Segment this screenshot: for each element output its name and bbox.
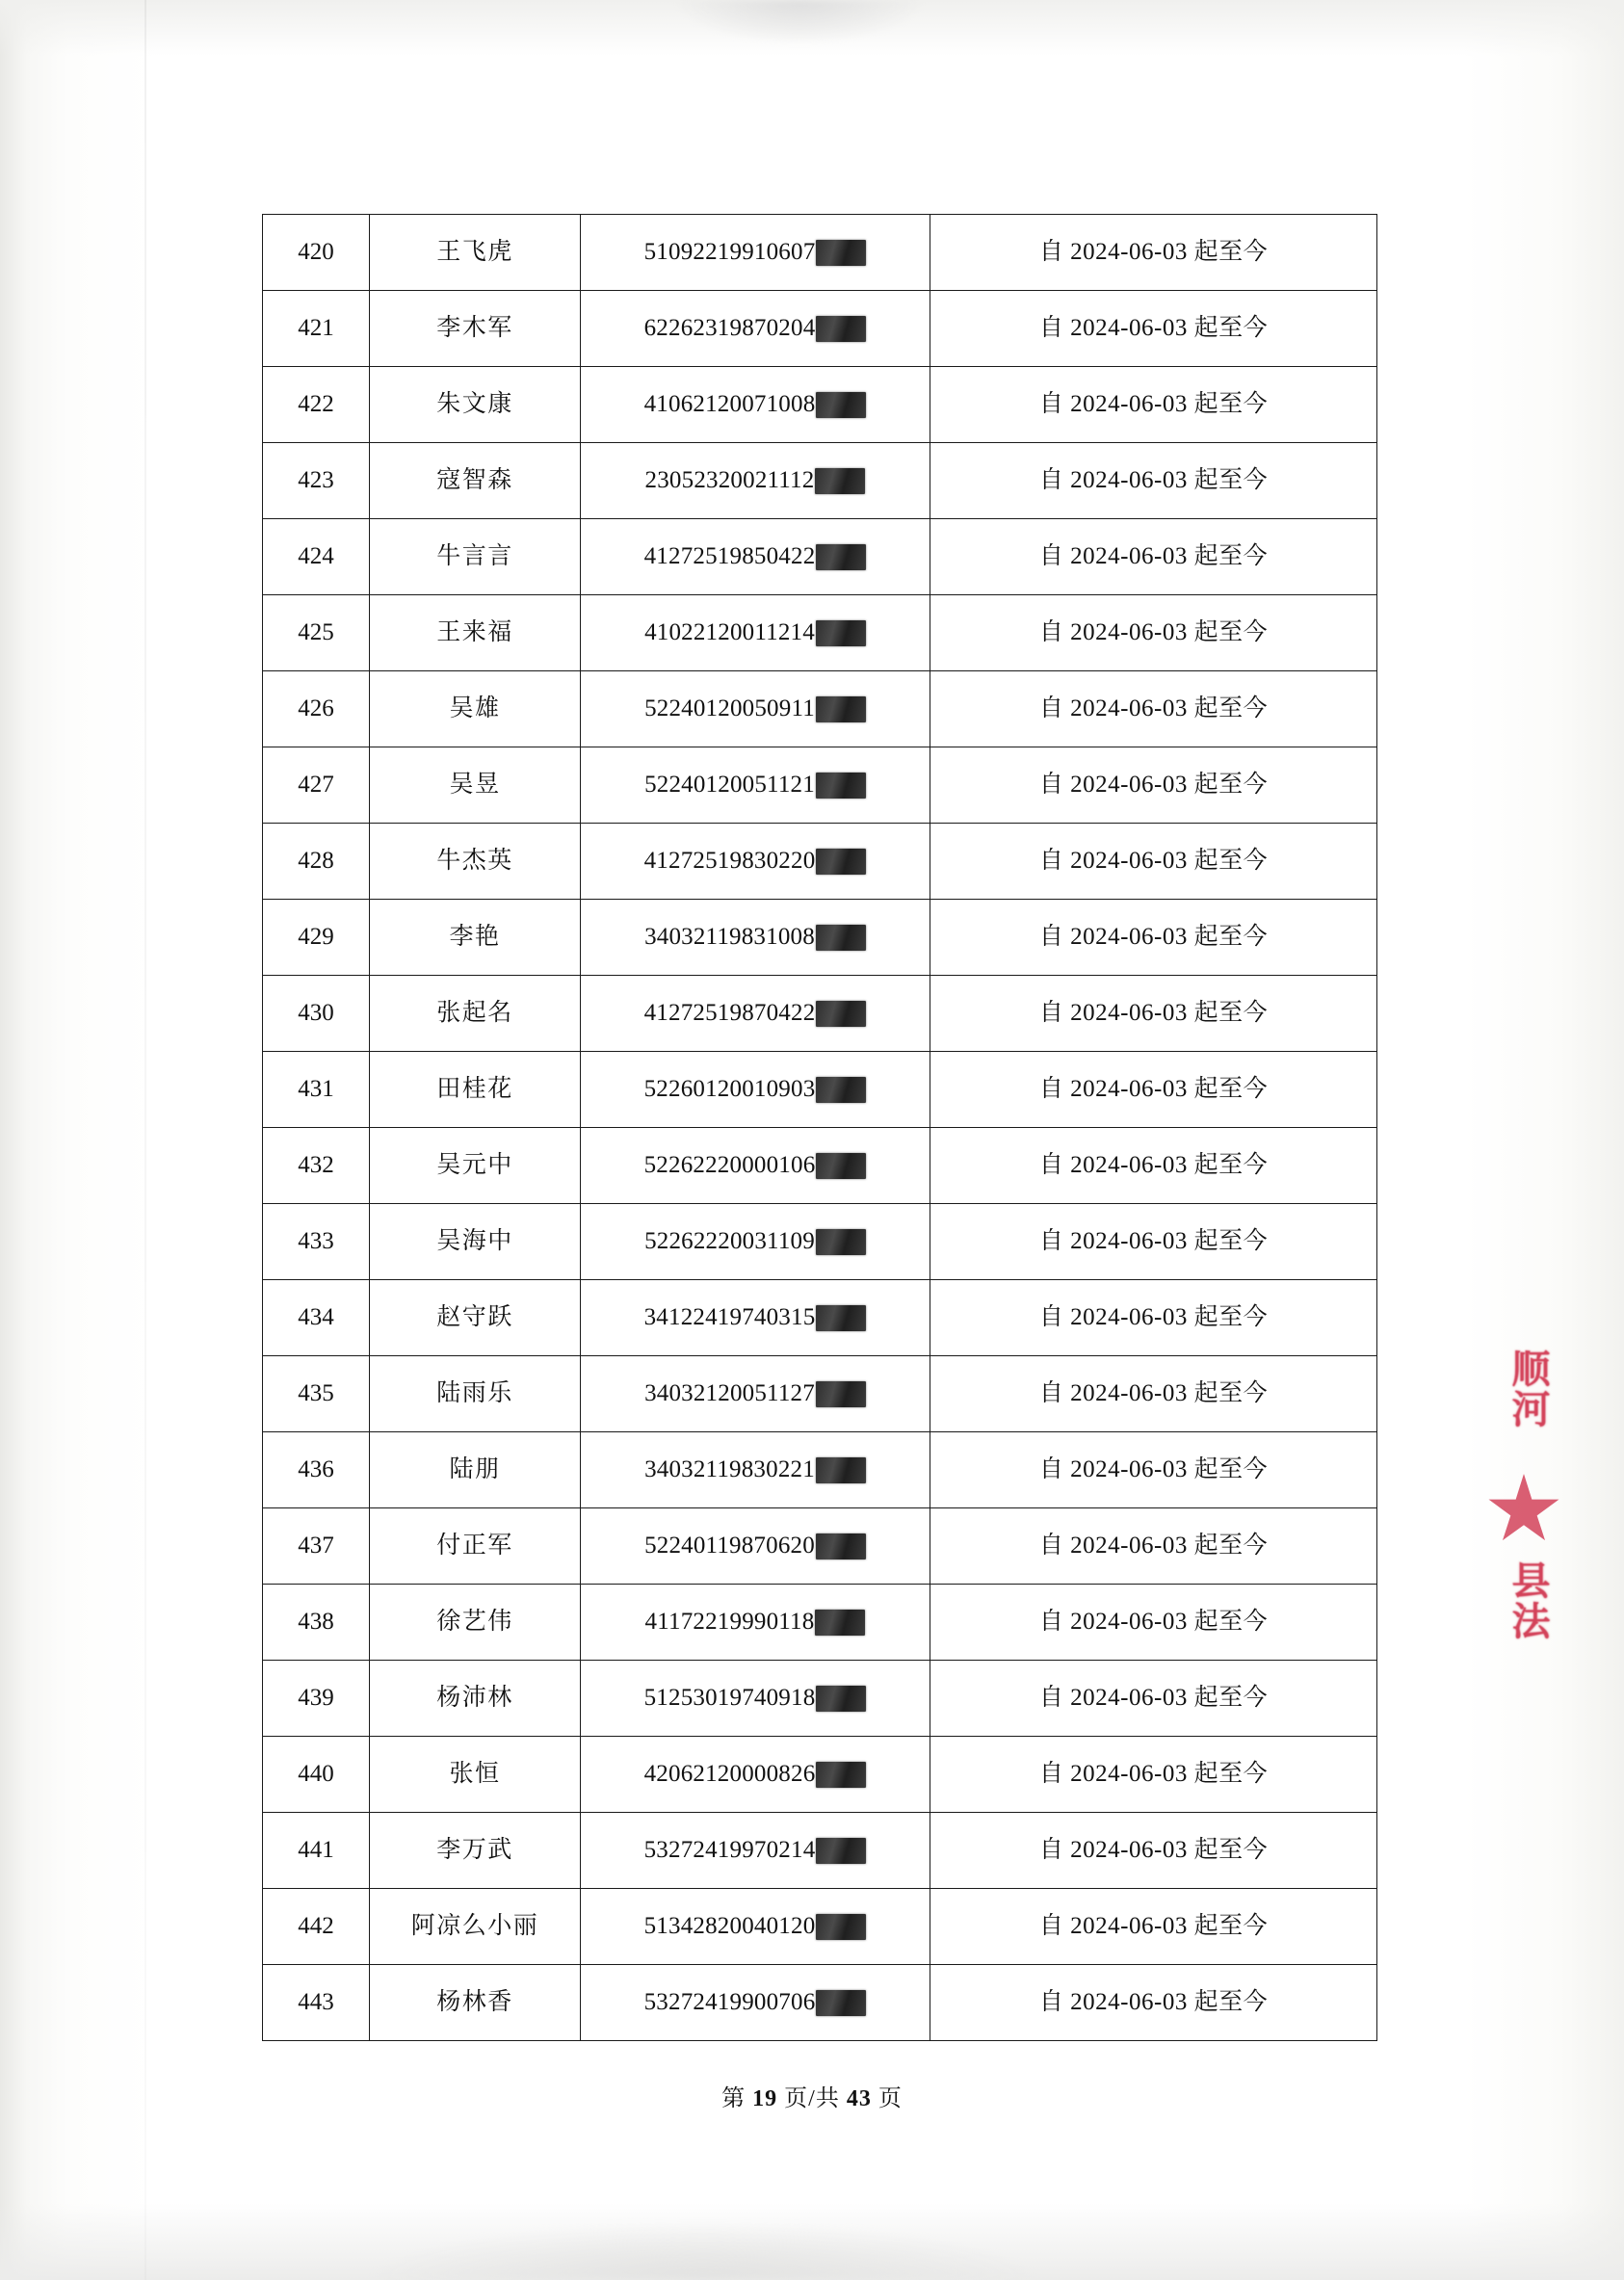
table-row	[263, 443, 1377, 519]
row-id-number	[581, 519, 930, 595]
row-period	[930, 747, 1377, 824]
row-index: 438	[263, 1585, 370, 1661]
period-text: 自 2024-06-03 起至今	[1038, 1228, 1269, 1254]
footer-prefix: 第	[721, 2086, 747, 2111]
period-text: 自 2024-06-03 起至今	[1038, 1304, 1269, 1330]
page-fold-line	[144, 0, 146, 2280]
row-index: 435	[263, 1356, 370, 1432]
period-text: 自 2024-06-03 起至今	[1038, 315, 1269, 341]
row-id-number	[581, 1585, 930, 1661]
id-number-digits: 52240120050911	[644, 695, 815, 721]
id-number-digits: 41022120011214	[644, 619, 815, 645]
row-name: 陆雨乐	[370, 1356, 581, 1432]
row-index: 423	[263, 443, 370, 519]
row-name: 吴昱	[370, 747, 581, 824]
period-text: 自 2024-06-03 起至今	[1038, 1076, 1269, 1102]
row-id-number	[581, 747, 930, 824]
id-number-wrapper	[581, 466, 930, 495]
row-id-number	[581, 1356, 930, 1432]
row-index: 430	[263, 976, 370, 1052]
row-name: 田桂花	[370, 1052, 581, 1128]
table-row	[263, 671, 1377, 747]
table-row	[263, 1280, 1377, 1356]
table-row	[263, 1661, 1377, 1737]
redaction-block	[816, 925, 866, 951]
redaction-block	[815, 468, 865, 494]
redaction-block	[816, 316, 866, 342]
row-index: 443	[263, 1965, 370, 2041]
redaction-block	[816, 392, 866, 418]
official-seal-stamp	[1481, 1339, 1624, 1686]
row-index: 428	[263, 824, 370, 900]
table-row	[263, 1204, 1377, 1280]
table-row	[263, 824, 1377, 900]
row-index: 434	[263, 1280, 370, 1356]
redaction-block	[816, 1914, 866, 1940]
redaction-block	[816, 849, 866, 875]
table-row	[263, 1889, 1377, 1965]
redaction-block	[816, 1229, 866, 1255]
row-index: 437	[263, 1508, 370, 1585]
period-text: 自 2024-06-03 起至今	[1038, 239, 1269, 265]
table-row	[263, 1508, 1377, 1585]
redaction-block	[816, 544, 866, 570]
row-period	[930, 443, 1377, 519]
redaction-block	[815, 1610, 865, 1636]
row-index: 433	[263, 1204, 370, 1280]
seal-text-line1: 顺河	[1506, 1349, 1550, 1429]
table-row	[263, 900, 1377, 976]
row-id-number	[581, 367, 930, 443]
id-number-digits: 52262220031109	[644, 1228, 815, 1254]
period-text: 自 2024-06-03 起至今	[1038, 1380, 1269, 1406]
id-number-wrapper	[581, 1532, 930, 1560]
id-number-wrapper	[581, 1836, 930, 1865]
id-number-wrapper	[581, 618, 930, 647]
row-id-number	[581, 824, 930, 900]
redaction-block	[816, 1990, 866, 2016]
row-period	[930, 1052, 1377, 1128]
id-number-wrapper	[581, 1075, 930, 1104]
footer-middle: 页/共	[784, 2086, 840, 2111]
id-number-digits: 34032119831008	[644, 924, 815, 950]
table-row	[263, 747, 1377, 824]
table-row	[263, 367, 1377, 443]
period-text: 自 2024-06-03 起至今	[1038, 1837, 1269, 1863]
id-number-digits: 41272519850422	[643, 543, 816, 569]
redaction-block	[816, 696, 866, 722]
redaction-block	[816, 620, 866, 646]
footer-suffix: 页	[877, 2086, 903, 2111]
table-row	[263, 1585, 1377, 1661]
row-id-number	[581, 1889, 930, 1965]
period-text: 自 2024-06-03 起至今	[1038, 695, 1269, 721]
id-number-wrapper	[581, 390, 930, 419]
id-number-digits: 53272419900706	[643, 1989, 816, 2015]
period-text: 自 2024-06-03 起至今	[1038, 1761, 1269, 1787]
row-period	[930, 900, 1377, 976]
scan-artifact	[674, 0, 925, 44]
row-period	[930, 1585, 1377, 1661]
period-text: 自 2024-06-03 起至今	[1038, 1456, 1269, 1482]
row-period	[930, 1128, 1377, 1204]
id-number-digits: 52262220000106	[643, 1152, 816, 1178]
table-row	[263, 1432, 1377, 1508]
redaction-block	[816, 240, 866, 266]
period-text: 自 2024-06-03 起至今	[1038, 1989, 1269, 2015]
row-name: 朱文康	[370, 367, 581, 443]
id-number-wrapper	[581, 238, 930, 267]
redaction-block	[816, 1077, 866, 1103]
row-id-number	[581, 900, 930, 976]
period-text: 自 2024-06-03 起至今	[1038, 772, 1269, 798]
table-row	[263, 215, 1377, 291]
id-number-digits: 41272519870422	[643, 1000, 816, 1026]
id-number-digits: 41062120071008	[643, 391, 816, 417]
redaction-block	[816, 1305, 866, 1331]
row-period	[930, 1356, 1377, 1432]
row-id-number	[581, 215, 930, 291]
scan-artifact-bottom	[366, 2222, 1040, 2280]
footer-total-pages: 43	[846, 2086, 872, 2111]
period-text: 自 2024-06-03 起至今	[1038, 391, 1269, 417]
id-number-wrapper	[581, 847, 930, 876]
row-id-number	[581, 1813, 930, 1889]
row-index: 426	[263, 671, 370, 747]
row-id-number	[581, 976, 930, 1052]
row-period	[930, 595, 1377, 671]
period-text: 自 2024-06-03 起至今	[1038, 1913, 1269, 1939]
redaction-block	[816, 1001, 866, 1027]
row-period	[930, 519, 1377, 595]
period-text: 自 2024-06-03 起至今	[1038, 924, 1269, 950]
period-text: 自 2024-06-03 起至今	[1038, 467, 1269, 493]
row-name: 寇智森	[370, 443, 581, 519]
row-name: 李木军	[370, 291, 581, 367]
row-name: 陆朋	[370, 1432, 581, 1508]
table-row	[263, 519, 1377, 595]
redaction-block	[816, 773, 866, 799]
row-period	[930, 215, 1377, 291]
row-name: 牛言言	[370, 519, 581, 595]
row-name: 赵守跃	[370, 1280, 581, 1356]
redaction-block	[816, 1838, 866, 1864]
id-number-digits: 51092219910607	[643, 239, 816, 265]
row-index: 422	[263, 367, 370, 443]
id-number-wrapper	[581, 1151, 930, 1180]
id-number-digits: 42062120000826	[643, 1761, 816, 1787]
id-number-wrapper	[581, 1379, 930, 1408]
row-period	[930, 824, 1377, 900]
row-period	[930, 1813, 1377, 1889]
id-number-wrapper	[581, 1455, 930, 1484]
id-number-digits: 53272419970214	[643, 1837, 816, 1863]
table-row	[263, 976, 1377, 1052]
row-id-number	[581, 1204, 930, 1280]
row-name: 张恒	[370, 1737, 581, 1813]
id-number-digits: 52240119870620	[644, 1533, 815, 1559]
row-id-number	[581, 671, 930, 747]
id-number-wrapper	[581, 314, 930, 343]
table-row	[263, 595, 1377, 671]
id-number-digits: 41272519830220	[643, 848, 816, 874]
row-index: 420	[263, 215, 370, 291]
row-period	[930, 291, 1377, 367]
period-text: 自 2024-06-03 起至今	[1038, 848, 1269, 874]
period-text: 自 2024-06-03 起至今	[1038, 1000, 1269, 1026]
id-number-wrapper	[581, 923, 930, 952]
seal-star-icon	[1487, 1474, 1560, 1547]
row-id-number	[581, 1052, 930, 1128]
row-period	[930, 1965, 1377, 2041]
table-row	[263, 1052, 1377, 1128]
id-number-digits: 34032120051127	[644, 1380, 815, 1406]
row-period	[930, 1661, 1377, 1737]
id-number-digits: 41172219990118	[644, 1609, 815, 1635]
redaction-block	[816, 1533, 866, 1559]
row-id-number	[581, 1661, 930, 1737]
row-index: 441	[263, 1813, 370, 1889]
row-id-number	[581, 1432, 930, 1508]
row-period	[930, 1432, 1377, 1508]
row-index: 425	[263, 595, 370, 671]
id-number-digits: 34122419740315	[643, 1304, 816, 1330]
period-text: 自 2024-06-03 起至今	[1038, 1685, 1269, 1711]
id-number-wrapper	[581, 1684, 930, 1713]
redaction-block	[816, 1686, 866, 1712]
id-number-wrapper	[581, 1227, 930, 1256]
id-number-wrapper	[581, 1303, 930, 1332]
id-number-wrapper	[581, 1760, 930, 1789]
redaction-block	[816, 1457, 866, 1483]
row-period	[930, 671, 1377, 747]
period-text: 自 2024-06-03 起至今	[1038, 543, 1269, 569]
row-name: 牛杰英	[370, 824, 581, 900]
row-index: 431	[263, 1052, 370, 1128]
id-number-digits: 62262319870204	[643, 315, 816, 341]
id-number-wrapper	[581, 1912, 930, 1941]
row-index: 436	[263, 1432, 370, 1508]
id-number-wrapper	[581, 694, 930, 723]
row-period	[930, 1737, 1377, 1813]
row-name: 杨沛林	[370, 1661, 581, 1737]
id-number-digits: 34032119830221	[644, 1456, 815, 1482]
row-index: 442	[263, 1889, 370, 1965]
row-id-number	[581, 1965, 930, 2041]
period-text: 自 2024-06-03 起至今	[1038, 1609, 1269, 1635]
row-name: 王来福	[370, 595, 581, 671]
row-period	[930, 1889, 1377, 1965]
row-index: 439	[263, 1661, 370, 1737]
id-number-wrapper	[581, 1608, 930, 1637]
row-id-number	[581, 291, 930, 367]
table-row	[263, 1737, 1377, 1813]
row-name: 李万武	[370, 1813, 581, 1889]
row-id-number	[581, 1280, 930, 1356]
row-index: 424	[263, 519, 370, 595]
row-period	[930, 1508, 1377, 1585]
id-number-wrapper	[581, 771, 930, 799]
id-number-digits: 23052320021112	[644, 467, 815, 493]
id-number-digits: 51342820040120	[643, 1913, 816, 1939]
footer-current-page: 19	[752, 2086, 778, 2111]
id-number-wrapper	[581, 999, 930, 1028]
row-index: 432	[263, 1128, 370, 1204]
period-text: 自 2024-06-03 起至今	[1038, 1533, 1269, 1559]
period-text: 自 2024-06-03 起至今	[1038, 1152, 1269, 1178]
table-row	[263, 291, 1377, 367]
row-index: 427	[263, 747, 370, 824]
row-name: 阿凉么小丽	[370, 1889, 581, 1965]
redaction-block	[816, 1381, 866, 1407]
row-name: 吴海中	[370, 1204, 581, 1280]
table-row	[263, 1813, 1377, 1889]
row-period	[930, 1280, 1377, 1356]
id-number-wrapper	[581, 542, 930, 571]
row-id-number	[581, 1508, 930, 1585]
registry-table	[262, 214, 1377, 2041]
row-index: 440	[263, 1737, 370, 1813]
row-period	[930, 976, 1377, 1052]
redaction-block	[816, 1153, 866, 1179]
row-period	[930, 1204, 1377, 1280]
period-text: 自 2024-06-03 起至今	[1038, 619, 1269, 645]
row-id-number	[581, 443, 930, 519]
row-name: 王飞虎	[370, 215, 581, 291]
row-index: 421	[263, 291, 370, 367]
row-id-number	[581, 595, 930, 671]
id-number-digits: 51253019740918	[643, 1685, 816, 1711]
row-period	[930, 367, 1377, 443]
table-row	[263, 1128, 1377, 1204]
row-name: 吴雄	[370, 671, 581, 747]
row-id-number	[581, 1128, 930, 1204]
row-name: 杨林香	[370, 1965, 581, 2041]
row-name: 徐艺伟	[370, 1585, 581, 1661]
seal-text-line2: 县法	[1506, 1560, 1550, 1641]
row-name: 张起名	[370, 976, 581, 1052]
page-footer	[0, 2079, 1624, 2112]
row-name: 吴元中	[370, 1128, 581, 1204]
id-number-digits: 52240120051121	[644, 772, 815, 798]
id-number-wrapper	[581, 1988, 930, 2017]
row-index: 429	[263, 900, 370, 976]
id-number-digits: 52260120010903	[643, 1076, 816, 1102]
redaction-block	[816, 1762, 866, 1788]
table-row	[263, 1356, 1377, 1432]
row-name: 李艳	[370, 900, 581, 976]
table-row	[263, 1965, 1377, 2041]
row-name: 付正军	[370, 1508, 581, 1585]
row-id-number	[581, 1737, 930, 1813]
